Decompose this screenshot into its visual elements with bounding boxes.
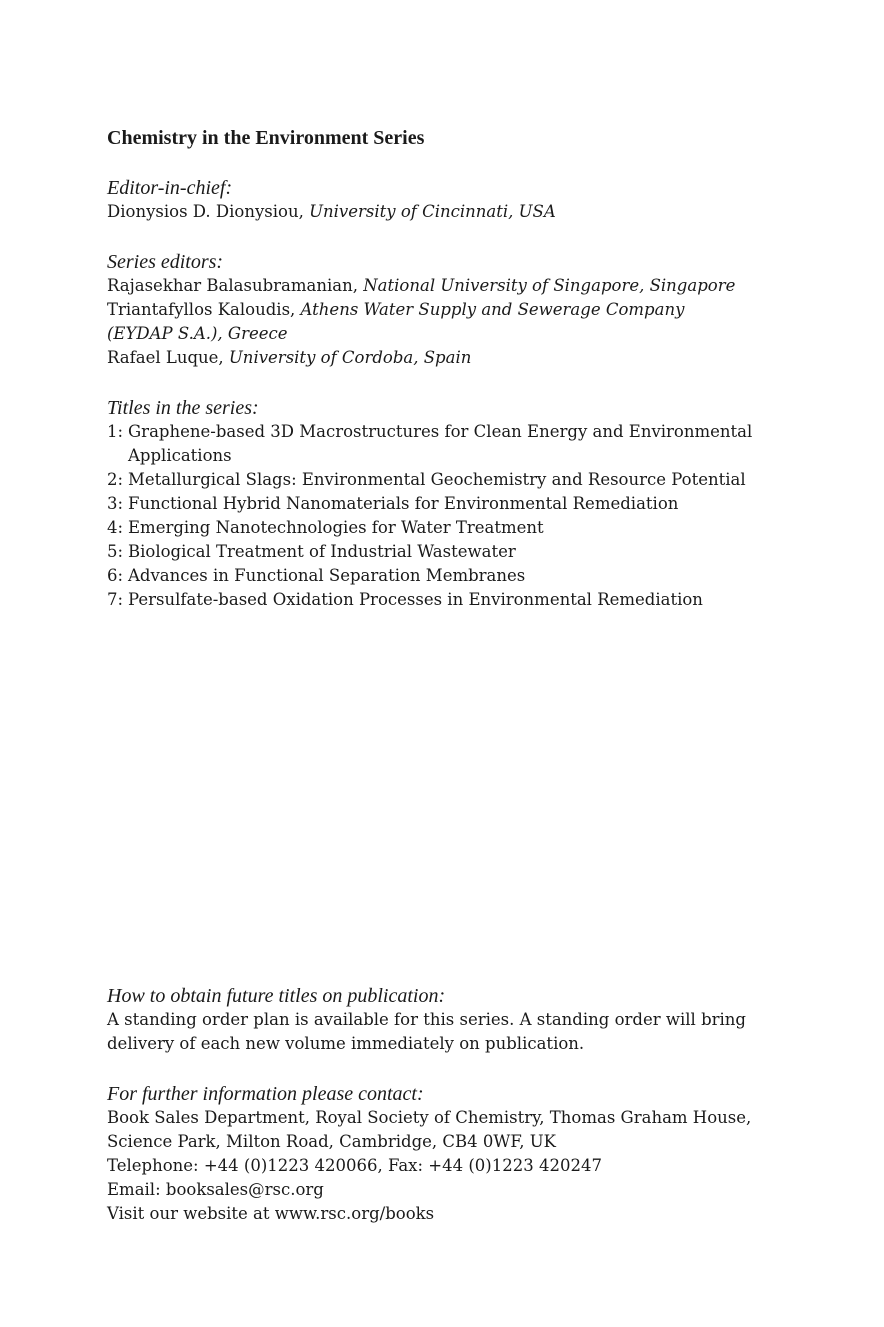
series-editor-affiliation: (EYDAP S.A.), Greece [107,324,288,343]
contact-address-line: Book Sales Department, Royal Society of Chemistry, Thomas Graham House, [107,1108,752,1127]
series-front-matter [107,126,807,612]
title-number: 7: [107,590,124,609]
editor-in-chief-name: Dionysios D. Dionysiou, [107,202,304,221]
title-item [107,540,807,564]
title-text: Metallurgical Slags: Environmental Geochemistry and Resource Potential [128,470,746,489]
title-item [107,492,807,516]
series-editor-line [107,322,807,346]
contact-address-line: Science Park, Milton Road, Cambridge, CB4 0WF, UK [107,1132,556,1151]
contact-heading: For further information please contact: [107,1083,424,1105]
contact-phone-fax: Telephone: +44 (0)1223 420066, Fax: +44 (0)1223 420247 [107,1156,602,1175]
contact-website: Visit our website at www.rsc.org/books [107,1204,435,1223]
title-text: Graphene-based 3D Macrostructures for Clean Energy and Environmental Applications [128,422,753,465]
series-editor-affiliation: University of Cordoba, Spain [228,348,472,367]
future-titles-line: delivery of each new volume immediately on publication. [107,1034,585,1053]
series-editors-section [107,250,807,370]
ordering-info [107,984,807,1226]
titles-list [107,420,807,612]
title-number: 6: [107,566,124,585]
title-item [107,564,807,588]
title-text: Biological Treatment of Industrial Wastewater [128,542,516,561]
title-number: 3: [107,494,124,513]
contact-email: Email: booksales@rsc.org [107,1180,324,1199]
title-number: 4: [107,518,124,537]
series-editor-line [107,298,807,322]
editor-in-chief-heading: Editor-in-chief: [107,177,233,199]
title-item [107,468,807,492]
title-number: 1: [107,422,124,441]
future-titles-section [107,984,807,1056]
series-editor-name: Rajasekhar Balasubramanian, [107,276,358,295]
future-titles-line: A standing order plan is available for this series. A standing order will bring [107,1010,746,1029]
title-text: Advances in Functional Separation Membranes [128,566,526,585]
series-editor-affiliation: National University of Singapore, Singapore [363,276,736,295]
titles-heading: Titles in the series: [107,397,259,419]
series-title: Chemistry in the Environment Series [107,127,425,149]
editor-in-chief-affiliation: University of Cincinnati, USA [309,202,556,221]
title-item [107,420,807,468]
title-item [107,516,807,540]
future-titles-heading: How to obtain future titles on publication: [107,985,446,1007]
series-editor-affiliation: Athens Water Supply and Sewerage Company [300,300,685,319]
titles-section [107,396,807,612]
series-editor-line [107,346,807,370]
series-editor-line [107,274,807,298]
series-editors-heading: Series editors: [107,251,224,273]
contact-section [107,1082,807,1226]
title-number: 2: [107,470,124,489]
series-editor-name: Triantafyllos Kaloudis, [107,300,296,319]
title-item [107,588,807,612]
editor-in-chief-line [107,200,807,224]
title-text: Emerging Nanotechnologies for Water Treatment [128,518,544,537]
title-text: Functional Hybrid Nanomaterials for Environmental Remediation [128,494,679,513]
title-text: Persulfate-based Oxidation Processes in Environmental Remediation [128,590,703,609]
series-editor-name: Rafael Luque, [107,348,224,367]
title-number: 5: [107,542,124,561]
editor-in-chief-section [107,176,807,224]
